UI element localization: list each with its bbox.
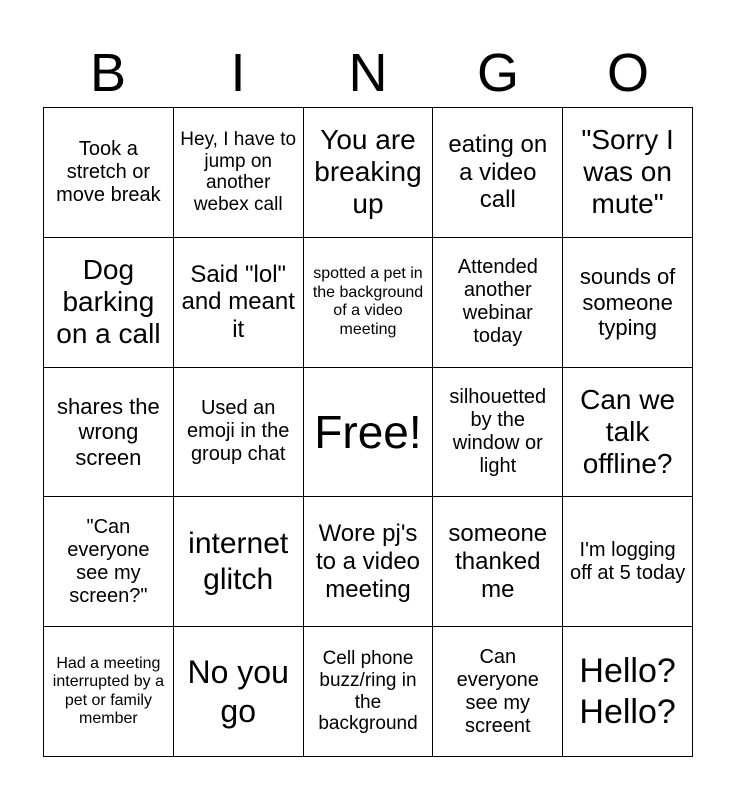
bingo-cell[interactable]: Said "lol" and meant it: [174, 238, 304, 368]
bingo-cell[interactable]: Attended another webinar today: [433, 238, 563, 368]
header-letter-i: I: [230, 43, 246, 103]
bingo-cell[interactable]: I'm logging off at 5 today: [563, 497, 693, 627]
bingo-grid: [43, 107, 693, 757]
bingo-cell[interactable]: Hey, I have to jump on another webex call: [174, 108, 304, 238]
bingo-cell[interactable]: Wore pj's to a video meeting: [304, 497, 434, 627]
bingo-cell[interactable]: No you go: [174, 627, 304, 757]
bingo-cell[interactable]: "Can everyone see my screen?": [44, 497, 174, 627]
bingo-cell[interactable]: internet glitch: [174, 497, 304, 627]
bingo-cell[interactable]: Had a meeting interrupted by a pet or family member: [44, 627, 174, 757]
bingo-cell[interactable]: someone thanked me: [433, 497, 563, 627]
bingo-cell[interactable]: Cell phone buzz/ring in the background: [304, 627, 434, 757]
bingo-header: [43, 42, 693, 104]
bingo-cell[interactable]: Can everyone see my screent: [433, 627, 563, 757]
bingo-cell[interactable]: eating on a video call: [433, 108, 563, 238]
bingo-cell[interactable]: Can we talk offline?: [563, 368, 693, 498]
header-letter-o: O: [606, 43, 649, 103]
bingo-cell[interactable]: Dog barking on a call: [44, 238, 174, 368]
bingo-cell[interactable]: spotted a pet in the background of a video meeting: [304, 238, 434, 368]
bingo-cell[interactable]: Hello? Hello?: [563, 627, 693, 757]
bingo-cell[interactable]: silhouetted by the window or light: [433, 368, 563, 498]
bingo-cell[interactable]: "Sorry I was on mute": [563, 108, 693, 238]
bingo-cell[interactable]: shares the wrong screen: [44, 368, 174, 498]
header-letter-b: B: [89, 43, 127, 103]
bingo-cell[interactable]: Used an emoji in the group chat: [174, 368, 304, 498]
header-letter-g: G: [476, 43, 519, 103]
bingo-cell[interactable]: sounds of someone typing: [563, 238, 693, 368]
bingo-cell[interactable]: You are breaking up: [304, 108, 434, 238]
bingo-cell[interactable]: Took a stretch or move break: [44, 108, 174, 238]
header-letter-n: N: [348, 43, 388, 103]
free-space[interactable]: Free!: [304, 368, 434, 498]
